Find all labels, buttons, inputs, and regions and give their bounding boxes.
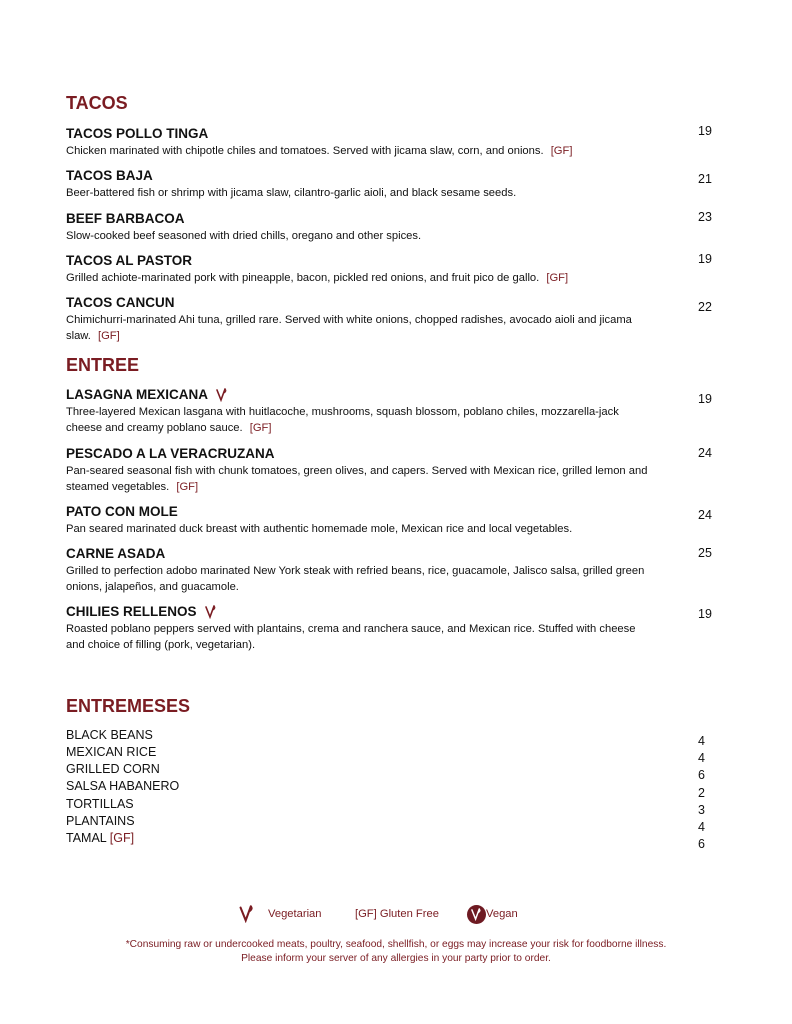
- menu-item: [66, 603, 666, 653]
- item-price: 24: [698, 508, 712, 522]
- item-desc-text: Pan-seared seasonal fish with chunk tomatoes, green olives, and capers. Served with Mexican rice, grilled lemon and steamed vegetables.: [66, 465, 648, 493]
- legend: [0, 905, 792, 927]
- side-price: 6: [698, 837, 705, 851]
- legend-vegan: Vegan: [486, 908, 518, 920]
- item-price: 19: [698, 607, 712, 621]
- gf-tag: [GF]: [550, 145, 573, 157]
- gf-tag: [GF]: [176, 481, 199, 493]
- item-description: [66, 463, 661, 495]
- item-name: TACOS BAJA: [66, 168, 153, 183]
- gf-tag: [GF]: [249, 422, 272, 434]
- item-description: [66, 143, 666, 159]
- item-name: LASAGNA MEXICANA: [66, 387, 209, 402]
- item-price: 22: [698, 300, 712, 314]
- item-desc-text: Grilled achiote-marinated pork with pineapple, bacon, pickled red onions, and fruit pico de gallo.: [66, 272, 540, 284]
- item-price: 19: [698, 124, 712, 138]
- side-price: 3: [698, 803, 705, 817]
- side-item: GRILLED CORN: [66, 762, 160, 776]
- item-description: Roasted poblano peppers served with plantains, crema and ranchera sauce, and Mexican rice. Stuffed with cheese and choice of filling (pork, vegetarian).: [66, 623, 636, 651]
- side-price: 6: [698, 768, 705, 782]
- section-title-tacos: TACOS: [66, 93, 128, 113]
- item-price: 21: [698, 172, 712, 186]
- menu-item: [66, 503, 666, 537]
- menu-item: [66, 252, 666, 286]
- menu-item: [66, 294, 666, 344]
- item-name: TACOS POLLO TINGA: [66, 126, 209, 141]
- item-description: Pan seared marinated duck breast with authentic homemade mole, Mexican rice and local vegetables.: [66, 523, 573, 535]
- section-title-entree: ENTREE: [66, 355, 140, 375]
- legend-gluten-free: [GF] Gluten Free: [355, 908, 439, 920]
- item-name: TACOS AL PASTOR: [66, 253, 193, 268]
- item-name: TACOS CANCUN: [66, 295, 175, 310]
- item-price: 23: [698, 210, 712, 224]
- side-price: 4: [698, 734, 705, 748]
- legend-vegetarian: Vegetarian: [268, 908, 322, 920]
- side-item: BLACK BEANS: [66, 728, 153, 742]
- vegetarian-icon: [239, 905, 255, 923]
- item-price: 24: [698, 446, 712, 460]
- item-price: 25: [698, 546, 712, 560]
- item-name-row: [66, 386, 666, 403]
- vegetarian-icon: [205, 605, 217, 619]
- section-title-entremeses: ENTREMESES: [66, 696, 191, 716]
- menu-item: [66, 545, 666, 595]
- menu-item: [66, 167, 666, 201]
- item-desc-text: Chicken marinated with chipotle chiles and tomatoes. Served with jicama slaw, corn, and onions.: [66, 145, 544, 157]
- item-price: 19: [698, 252, 712, 266]
- item-desc-text: Three-layered Mexican lasgana with huitlacoche, mushrooms, squash blossom, poblano chiles, mozzarella-jack cheese and creamy poblano sauce.: [66, 406, 619, 434]
- item-name: PESCADO A LA VERACRUZANA: [66, 446, 275, 461]
- item-price: 19: [698, 392, 712, 406]
- side-item: MEXICAN RICE: [66, 745, 157, 759]
- disclaimer-line-2: Please inform your server of any allergies in your party prior to order.: [241, 953, 551, 964]
- side-item: [66, 830, 134, 847]
- side-item: PLANTAINS: [66, 814, 135, 828]
- side-item-name: TAMAL: [66, 831, 107, 845]
- vegan-icon: [467, 905, 486, 924]
- item-description: Slow-cooked beef seasoned with dried chills, oregano and other spices.: [66, 230, 422, 242]
- menu-item: [66, 386, 666, 436]
- vegetarian-icon: [216, 388, 228, 402]
- item-name-row: [66, 603, 666, 620]
- gf-tag: [GF]: [109, 831, 135, 845]
- side-price: 2: [698, 786, 705, 800]
- menu-item: [66, 210, 666, 244]
- item-description: Beer-battered fish or shrimp with jicama slaw, cilantro-garlic aioli, and black sesame seeds.: [66, 187, 517, 199]
- item-name: PATO CON MOLE: [66, 504, 178, 519]
- gf-tag: [GF]: [97, 330, 120, 342]
- menu-item: [66, 125, 666, 159]
- disclaimer-line-1: *Consuming raw or undercooked meats, poultry, seafood, shellfish, or eggs may increase your risk for foodborne illness.: [125, 939, 667, 950]
- side-price: 4: [698, 820, 705, 834]
- item-description: [66, 270, 666, 286]
- item-description: Grilled to perfection adobo marinated New York steak with refried beans, rice, guacamole, Jalisco salsa, grilled green onions, jalapeños, and guacamole.: [66, 565, 645, 593]
- item-name: CHILIES RELLENOS: [66, 604, 197, 619]
- item-name: CARNE ASADA: [66, 546, 166, 561]
- menu-item: [66, 445, 666, 495]
- side-item: SALSA HABANERO: [66, 779, 180, 793]
- side-price: 4: [698, 751, 705, 765]
- item-desc-text: Chimichurri-marinated Ahi tuna, grilled rare. Served with white onions, chopped radishes, avocado aioli and jicama slaw.: [66, 314, 632, 342]
- item-name: BEEF BARBACOA: [66, 211, 185, 226]
- item-description: [66, 404, 656, 436]
- side-item: TORTILLAS: [66, 797, 134, 811]
- item-description: [66, 312, 646, 344]
- gf-tag: [GF]: [546, 272, 569, 284]
